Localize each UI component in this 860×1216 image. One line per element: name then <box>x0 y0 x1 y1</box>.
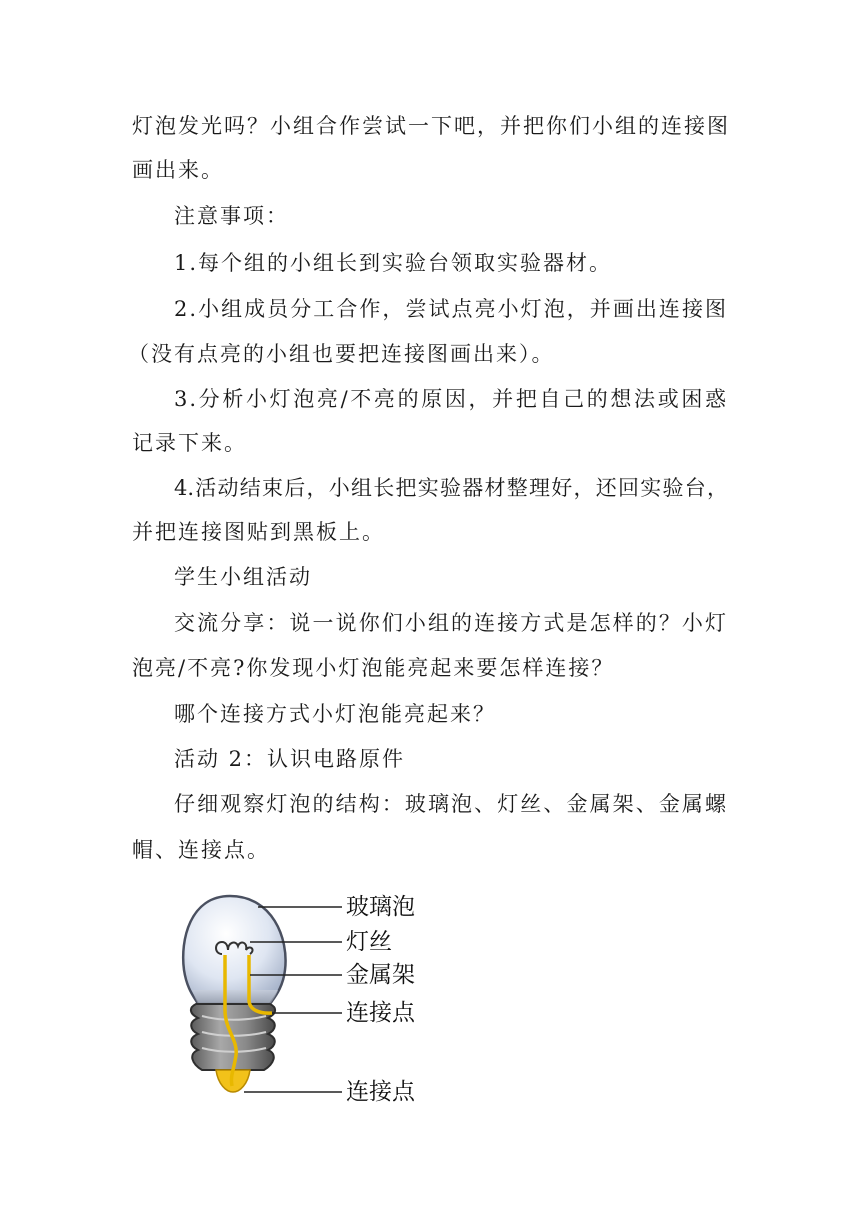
label-glass-bulb: 玻璃泡 <box>346 894 415 920</box>
label-contact-point-upper: 连接点 <box>346 1000 415 1026</box>
paragraph-line: 学生小组活动 <box>174 565 312 589</box>
list-item-continuation: （没有点亮的小组也要把连接图画出来）。 <box>128 342 555 366</box>
list-item: 4.活动结束后，小组长把实验器材整理好，还回实验台， <box>174 476 728 500</box>
label-metal-support: 金属架 <box>346 962 415 988</box>
list-item: 1.每个组的小组长到实验台领取实验器材。 <box>174 251 613 275</box>
paragraph-line: 灯泡发光吗？小组合作尝试一下吧，并把你们小组的连接图 <box>132 114 730 138</box>
list-item-continuation: 记录下来。 <box>132 431 247 455</box>
paragraph-line: 仔细观察灯泡的结构：玻璃泡、灯丝、金属架、金属螺 <box>174 792 728 816</box>
paragraph-line: 哪个连接方式小灯泡能亮起来？ <box>174 702 496 726</box>
list-item: 3.分析小灯泡亮/不亮的原因，并把自己的想法或困惑 <box>174 387 728 411</box>
label-filament: 灯丝 <box>346 929 392 955</box>
list-item: 2.小组成员分工合作，尝试点亮小灯泡，并画出连接图 <box>174 297 728 321</box>
light-bulb-diagram <box>170 880 470 1115</box>
paragraph-line: 泡亮/不亮?你发现小灯泡能亮起来要怎样连接？ <box>132 656 615 680</box>
paragraph-line: 帽、连接点。 <box>132 838 270 862</box>
section-heading: 活动 2：认识电路原件 <box>174 747 406 771</box>
paragraph-line: 画出来。 <box>132 158 224 182</box>
section-heading: 注意事项： <box>174 204 289 228</box>
paragraph-line: 交流分享：说一说你们小组的连接方式是怎样的？小灯 <box>174 611 728 635</box>
light-bulb-figure <box>170 880 470 1115</box>
glass-bulb-shape <box>183 896 285 1004</box>
label-contact-point-lower: 连接点 <box>346 1079 415 1105</box>
list-item-continuation: 并把连接图贴到黑板上。 <box>132 520 385 544</box>
